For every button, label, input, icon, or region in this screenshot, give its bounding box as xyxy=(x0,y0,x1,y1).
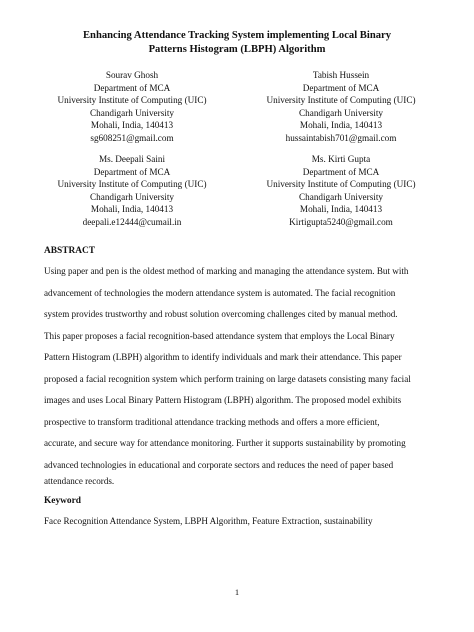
abstract-heading: ABSTRACT xyxy=(44,246,96,256)
abstract-line-7: images and uses Local Binary Pattern Histogram (LBPH) algorithm. The proposed model exhibits xyxy=(44,395,402,405)
page-number: 1 xyxy=(234,587,240,597)
author-university: Chandigarh University xyxy=(299,191,383,202)
author-department: Department of MCA xyxy=(302,82,380,93)
author-block-1 xyxy=(42,69,222,145)
paper-title xyxy=(60,29,414,57)
author-block-4 xyxy=(251,153,431,229)
author-location: Mohali, India, 140413 xyxy=(90,204,174,215)
abstract-line-5: Pattern Histogram (LBPH) algorithm to identify individuals and mark their attendance. This paper xyxy=(44,352,402,362)
author-email: hussaintabish701@gmail.com xyxy=(285,132,397,143)
abstract-line-4: This paper proposes a facial recognition-based attendance system that employs the Local Binary xyxy=(44,331,395,341)
author-name: Ms. Kirti Gupta xyxy=(311,154,371,164)
author-block-2 xyxy=(251,69,431,145)
author-department: Department of MCA xyxy=(302,166,380,177)
title-line-1: Enhancing Attendance Tracking System implementing Local Binary xyxy=(82,30,392,41)
keyword-heading: Keyword xyxy=(44,496,81,506)
author-name: Tabish Hussein xyxy=(312,70,370,80)
abstract-line-10: advanced technologies in educational and corporate sectors and reduces the need of paper based xyxy=(44,460,394,470)
author-name: Sourav Ghosh xyxy=(105,70,159,80)
author-location: Mohali, India, 140413 xyxy=(299,204,383,215)
author-institute: University Institute of Computing (UIC) xyxy=(266,179,416,190)
keywords-text: Face Recognition Attendance System, LBPH Algorithm, Feature Extraction, sustainability xyxy=(44,516,373,526)
author-institute: University Institute of Computing (UIC) xyxy=(57,179,207,190)
author-university: Chandigarh University xyxy=(90,107,174,118)
abstract-line-1: Using paper and pen is the oldest method of marking and managing the attendance system. But with xyxy=(44,266,409,276)
author-department: Department of MCA xyxy=(93,166,171,177)
author-department: Department of MCA xyxy=(93,82,171,93)
author-institute: University Institute of Computing (UIC) xyxy=(57,95,207,106)
author-email: Kirtigupta5240@gmail.com xyxy=(289,216,393,227)
author-location: Mohali, India, 140413 xyxy=(299,120,383,131)
author-name: Ms. Deepali Saini xyxy=(98,154,166,164)
abstract-line-3: system provides trustworthy and robust solution overcoming challenges cited by manual method. xyxy=(44,309,398,319)
abstract-line-9: accurate, and secure way for attendance monitoring. Further it supports sustainability by promoting xyxy=(44,438,406,448)
abstract-line-11: attendance records. xyxy=(44,476,115,486)
abstract-line-6: proposed a facial recognition system which perform training on large datasets consisting many facial xyxy=(44,374,411,384)
abstract-line-2: advancement of technologies the modern attendance system is automated. The facial recognition xyxy=(44,288,396,298)
author-location: Mohali, India, 140413 xyxy=(90,120,174,131)
author-email: sg608251@gmail.com xyxy=(90,132,174,143)
title-line-2: Patterns Histogram (LBPH) Algorithm xyxy=(148,44,326,55)
author-university: Chandigarh University xyxy=(299,107,383,118)
author-block-3 xyxy=(42,153,222,229)
abstract-line-8: prospective to transform traditional attendance tracking methods and offers a more efficient, xyxy=(44,417,380,427)
author-email: deepali.e12444@cumail.in xyxy=(82,216,182,227)
author-institute: University Institute of Computing (UIC) xyxy=(266,95,416,106)
author-university: Chandigarh University xyxy=(90,191,174,202)
